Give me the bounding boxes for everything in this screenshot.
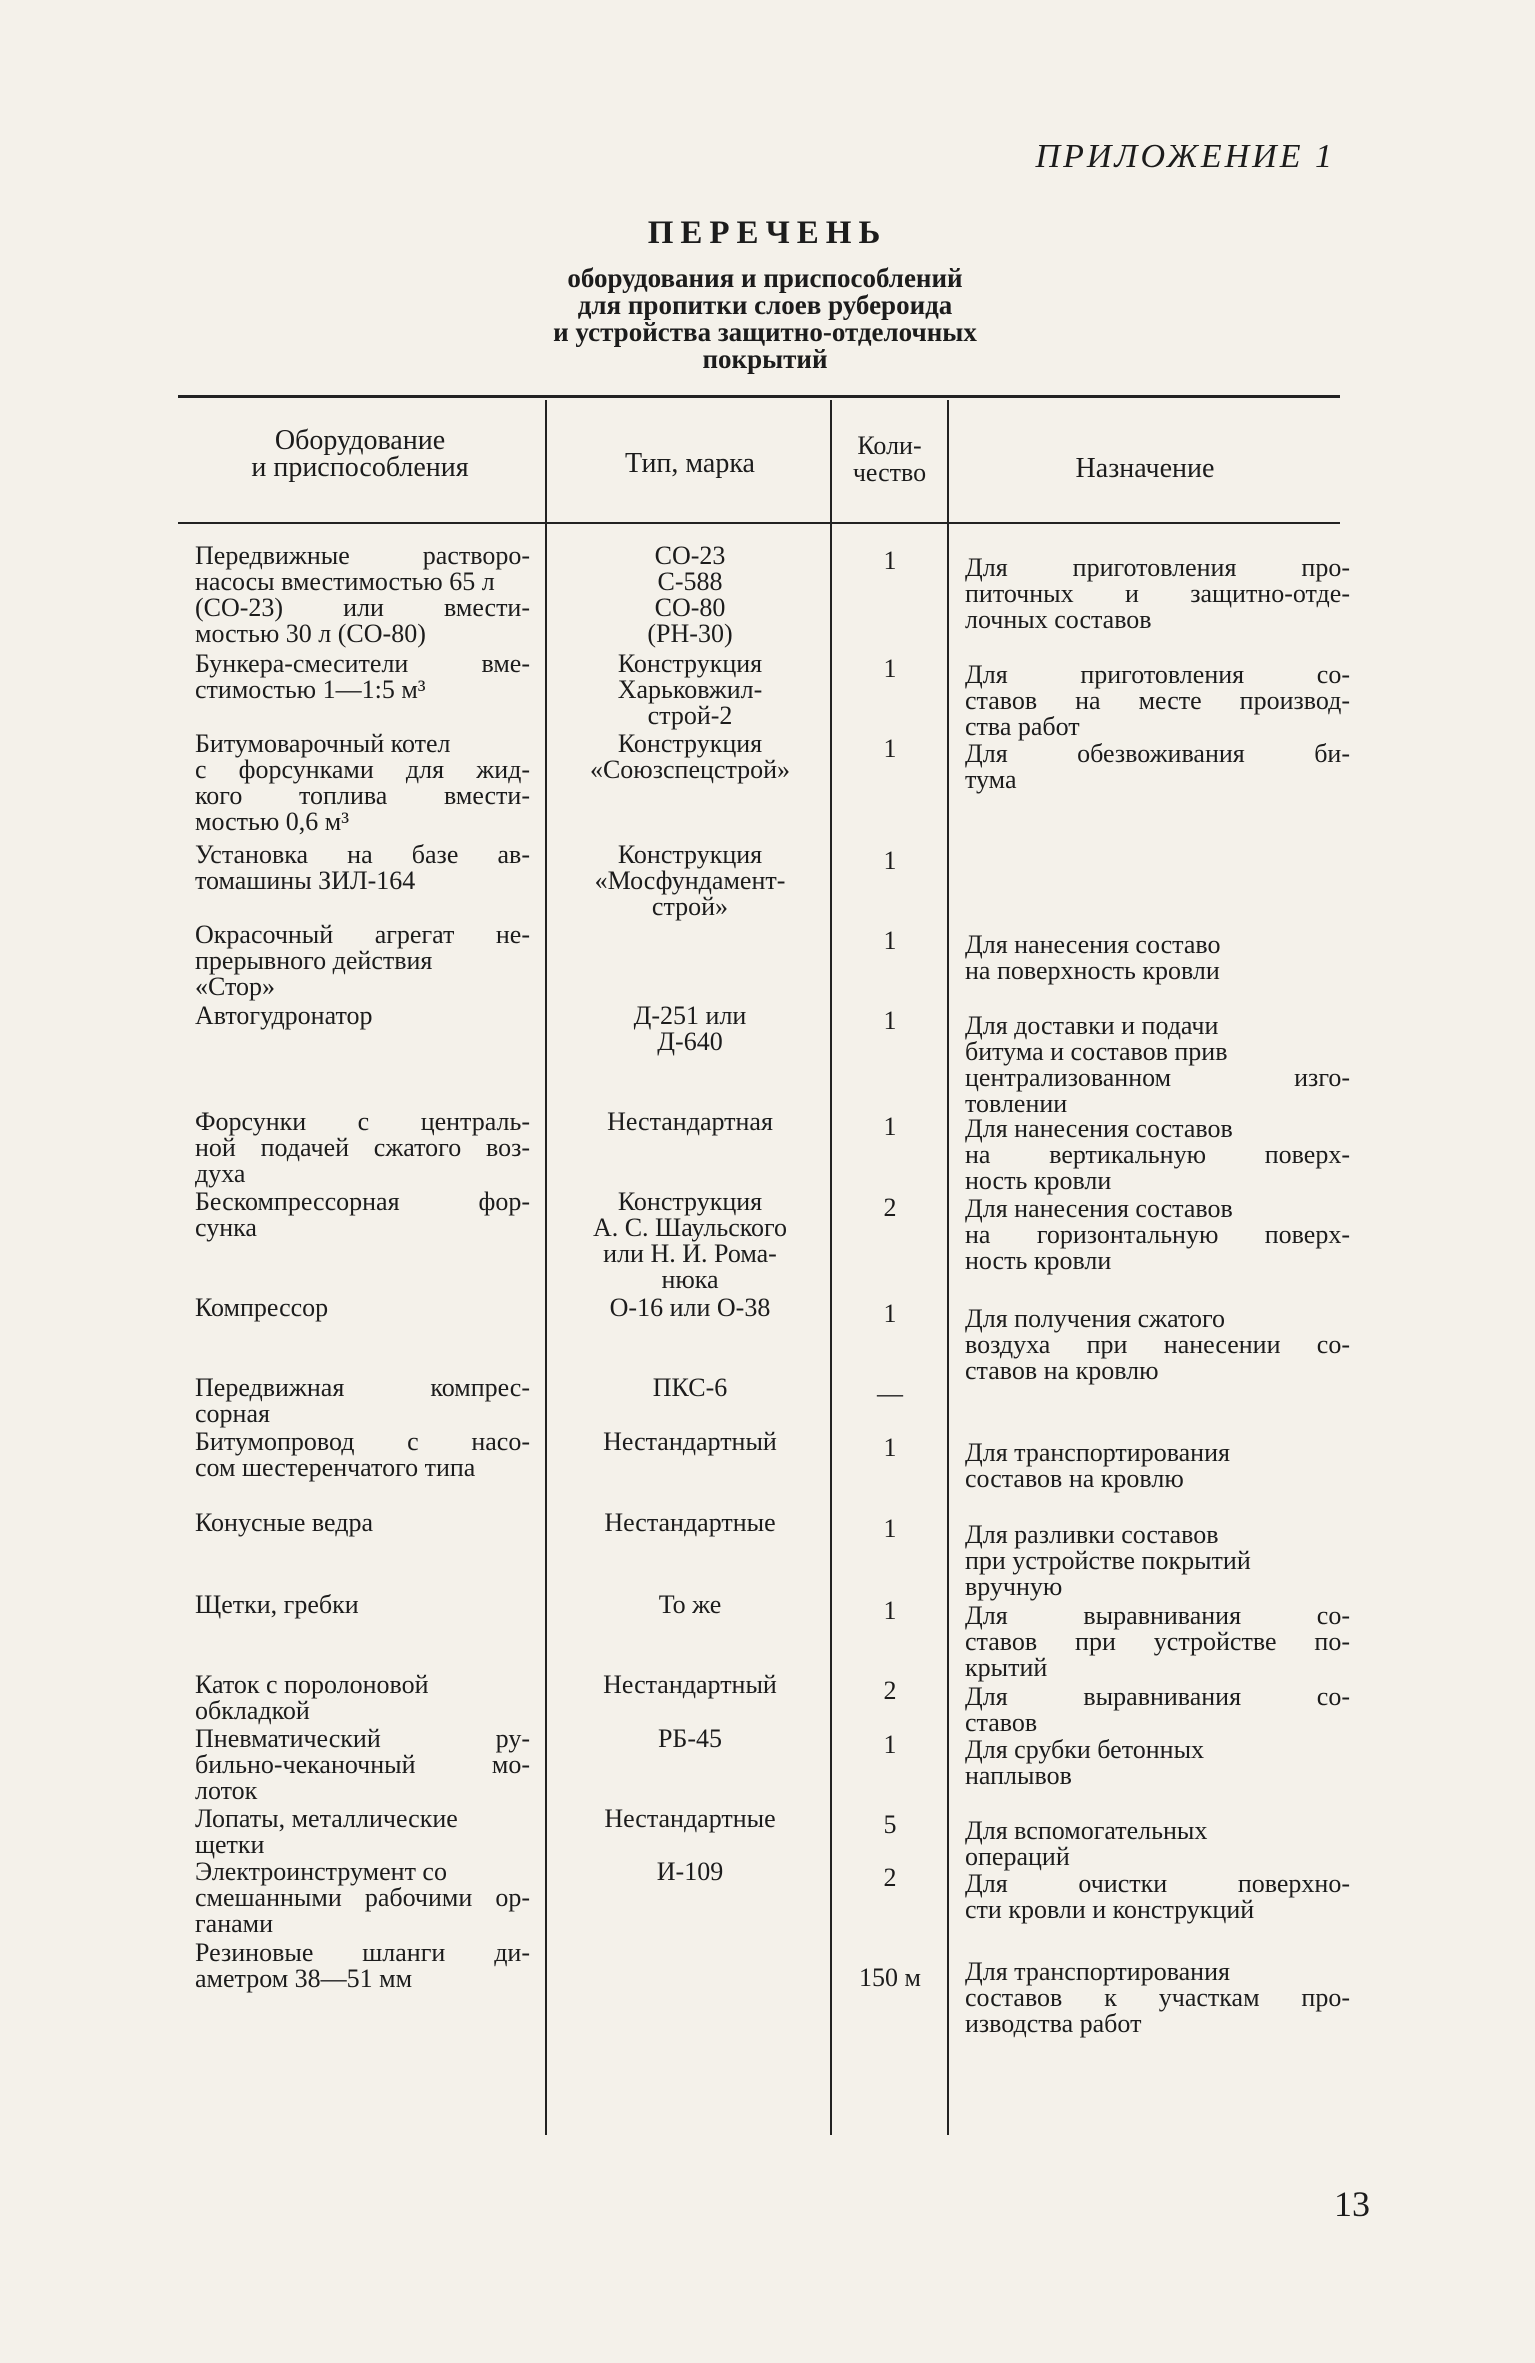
- purpose-cell-line: воздуха при нанесении со-: [965, 1330, 1350, 1359]
- purpose-cell-line: на поверхность кровли: [965, 956, 1220, 985]
- qty-cell: 1: [883, 1730, 897, 1759]
- equipment-cell: [195, 1672, 530, 1724]
- equipment-cell-line: томашины ЗИЛ-164: [195, 866, 416, 895]
- type-cell-line: Конструкция: [617, 840, 763, 869]
- equipment-cell: [195, 1859, 530, 1937]
- equipment-cell-line: «Стор»: [195, 972, 276, 1001]
- purpose-cell: [965, 741, 1350, 793]
- equipment-cell-line: с форсунками для жид-: [195, 755, 530, 784]
- type-cell-line: Д-640: [657, 1027, 723, 1056]
- equipment-cell: [195, 1295, 530, 1321]
- equipment-cell-line: Резиновые шланги ди-: [195, 1938, 530, 1967]
- purpose-cell: [965, 932, 1350, 984]
- qty-cell: 1: [883, 846, 897, 875]
- equipment-cell-line: ной подачей сжатого воз-: [195, 1133, 530, 1162]
- purpose-cell-line: ность кровли: [965, 1166, 1112, 1195]
- type-cell: [550, 1510, 830, 1536]
- qty-cell: 1: [883, 1006, 897, 1035]
- equipment-cell-line: Битумоварочный котел: [195, 729, 451, 758]
- purpose-cell-line: Для нанесения составо: [965, 930, 1221, 959]
- purpose-cell-line: наплывов: [965, 1761, 1072, 1790]
- subtitle-line: и устройства защитно-отделочных: [553, 317, 977, 347]
- type-cell: [550, 1429, 830, 1455]
- header-type: Тип, марка: [625, 448, 755, 479]
- qty-cell: 1: [883, 546, 897, 575]
- purpose-cell-line: Для приготовления со-: [965, 660, 1350, 689]
- equipment-cell: [195, 731, 530, 835]
- equipment-cell-line: Автогудронатор: [195, 1001, 373, 1030]
- equipment-cell-line: (СО-23) или вмести-: [195, 593, 530, 622]
- qty-cell: 2: [883, 1863, 897, 1892]
- equipment-cell-line: насосы вместимостью 65 л: [195, 567, 495, 596]
- qty-cell: 2: [883, 1193, 897, 1222]
- equipment-cell-line: бильно-чеканочный мо-: [195, 1750, 530, 1779]
- appendix-label: ПРИЛОЖЕНИЕ 1: [1035, 138, 1335, 175]
- type-cell-line: И-109: [656, 1857, 724, 1886]
- purpose-cell-line: ства работ: [965, 712, 1080, 741]
- equipment-cell: [195, 1510, 530, 1536]
- column-divider: [830, 400, 832, 2135]
- equipment-cell-line: Лопаты, металлические: [195, 1804, 458, 1833]
- qty-cell: 1: [883, 1596, 897, 1625]
- type-cell: [550, 1672, 830, 1698]
- qty-cell: 1: [883, 1299, 897, 1328]
- column-divider: [947, 400, 949, 2135]
- qty-cell: 1: [883, 926, 897, 955]
- qty-cell: 5: [883, 1810, 897, 1839]
- column-divider: [545, 400, 547, 2135]
- equipment-cell-line: Пневматический ру-: [195, 1724, 530, 1753]
- type-cell-line: Конструкция: [617, 649, 763, 678]
- type-cell: [550, 1375, 830, 1401]
- equipment-cell-line: ганами: [195, 1909, 274, 1938]
- purpose-cell-line: при устройстве покрытий: [965, 1546, 1251, 1575]
- equipment-cell-line: Бескомпрессорная фор-: [195, 1187, 530, 1216]
- purpose-cell-line: лочных составов: [965, 605, 1152, 634]
- type-cell: [550, 1189, 830, 1293]
- purpose-cell: [965, 555, 1350, 633]
- equipment-cell-line: мостью 30 л (СО-80): [195, 619, 426, 648]
- table-header-rule: [178, 522, 1340, 524]
- purpose-cell-line: Для транспортирования: [965, 1438, 1230, 1467]
- purpose-cell-line: составов на кровлю: [965, 1464, 1184, 1493]
- type-cell: [550, 1859, 830, 1885]
- purpose-cell-line: ность кровли: [965, 1246, 1112, 1275]
- type-cell-line: А. С. Шаульского: [592, 1213, 788, 1242]
- type-cell-line: СО-23: [654, 541, 726, 570]
- purpose-cell-line: изводства работ: [965, 2009, 1142, 2038]
- equipment-cell: [195, 922, 530, 1000]
- equipment-cell-line: Электроинструмент со: [195, 1857, 447, 1886]
- purpose-cell-line: Для обезвоживания би-: [965, 739, 1350, 768]
- type-cell-line: Нестандартные: [604, 1804, 776, 1833]
- header-qty-line: Коли-: [857, 431, 922, 460]
- document-title: ПЕРЕЧЕНЬ: [647, 215, 888, 251]
- type-cell-line: или Н. И. Рома-: [603, 1239, 777, 1268]
- equipment-cell: [195, 1592, 530, 1618]
- type-cell: [550, 842, 830, 920]
- purpose-cell: [965, 1522, 1350, 1600]
- equipment-cell-line: Конусные ведра: [195, 1508, 374, 1537]
- equipment-cell-line: Окрасочный агрегат не-: [195, 920, 530, 949]
- type-cell-line: строй»: [651, 892, 729, 921]
- purpose-cell-line: Для срубки бетонных: [965, 1735, 1205, 1764]
- equipment-cell-line: смешанными рабочими ор-: [195, 1883, 530, 1912]
- purpose-cell-line: ставов: [965, 1708, 1038, 1737]
- purpose-cell-line: на вертикальную поверх-: [965, 1140, 1350, 1169]
- type-cell-line: Конструкция: [617, 1187, 763, 1216]
- equipment-cell-line: сорная: [195, 1399, 270, 1428]
- type-cell: [550, 1806, 830, 1832]
- purpose-cell-line: Для разливки составов: [965, 1520, 1219, 1549]
- purpose-cell-line: ставов на месте производ-: [965, 686, 1350, 715]
- qty-cell: 1: [883, 1433, 897, 1462]
- purpose-cell-line: битума и составов прив: [965, 1037, 1228, 1066]
- type-cell-line: Нестандартные: [604, 1508, 776, 1537]
- purpose-cell-line: Для транспортирования: [965, 1957, 1230, 1986]
- purpose-cell-line: товлении: [965, 1089, 1068, 1118]
- type-cell-line: Нестандартный: [603, 1427, 777, 1456]
- type-cell-line: Нестандартный: [603, 1670, 777, 1699]
- purpose-cell: [965, 1818, 1350, 1870]
- document-subtitle: [440, 265, 1090, 373]
- table-top-rule: [178, 395, 1340, 398]
- type-cell-line: О-16 или О-38: [609, 1293, 771, 1322]
- equipment-cell-line: Компрессор: [195, 1293, 329, 1322]
- equipment-cell-line: Передвижная компрес-: [195, 1373, 530, 1402]
- purpose-cell-line: Для нанесения составов: [965, 1114, 1233, 1143]
- purpose-cell: [965, 1603, 1350, 1681]
- equipment-cell: [195, 1429, 530, 1481]
- page-number: 13: [1334, 2184, 1370, 2224]
- type-cell-line: «Мосфундамент-: [594, 866, 786, 895]
- purpose-cell-line: Для приготовления про-: [965, 553, 1350, 582]
- equipment-cell-line: лоток: [195, 1776, 258, 1805]
- purpose-cell: [965, 1013, 1350, 1117]
- purpose-cell-line: Для вспомогательных: [965, 1816, 1208, 1845]
- purpose-cell-line: централизованном изго-: [965, 1063, 1350, 1092]
- purpose-cell-line: Для очистки поверхно-: [965, 1869, 1350, 1898]
- equipment-cell-line: кого топлива вмести-: [195, 781, 530, 810]
- type-cell: [550, 1003, 830, 1055]
- qty-cell: 2: [883, 1676, 897, 1705]
- type-cell-line: То же: [658, 1590, 722, 1619]
- purpose-cell-line: сти кровли и конструкций: [965, 1895, 1255, 1924]
- purpose-cell: [965, 1737, 1350, 1789]
- type-cell-line: (РН-30): [647, 619, 733, 648]
- qty-cell: 1: [883, 1112, 897, 1141]
- type-cell-line: «Союзспецстрой»: [589, 755, 791, 784]
- header-purpose: Назначение: [1075, 453, 1215, 484]
- type-cell: [550, 1726, 830, 1752]
- type-cell-line: С-588: [657, 567, 723, 596]
- purpose-cell-line: питочных и защитно-отде-: [965, 579, 1350, 608]
- purpose-cell-line: вручную: [965, 1572, 1063, 1601]
- purpose-cell-line: крытий: [965, 1653, 1048, 1682]
- purpose-cell: [965, 1440, 1350, 1492]
- qty-cell: 1: [883, 734, 897, 763]
- type-cell: [550, 1295, 830, 1321]
- purpose-cell: [965, 1196, 1350, 1274]
- type-cell: [550, 651, 830, 729]
- header-qty-line: чество: [852, 458, 927, 487]
- equipment-cell-line: Битумопровод с насо-: [195, 1427, 530, 1456]
- type-cell: [550, 1592, 830, 1618]
- equipment-cell-line: Установка на базе ав-: [195, 840, 530, 869]
- subtitle-line: для пропитки слоев рубероида: [577, 290, 953, 320]
- type-cell-line: Конструкция: [617, 729, 763, 758]
- equipment-cell: [195, 1109, 530, 1187]
- equipment-cell: [195, 1375, 530, 1427]
- equipment-cell-line: духа: [195, 1159, 246, 1188]
- qty-cell: 150 м: [859, 1963, 921, 1992]
- purpose-cell: [965, 1684, 1350, 1736]
- purpose-cell-line: ставов на кровлю: [965, 1356, 1159, 1385]
- equipment-cell-line: стимостью 1—1:5 м³: [195, 675, 426, 704]
- type-cell: [550, 543, 830, 647]
- equipment-cell-line: мостью 0,6 м³: [195, 807, 350, 836]
- header-qty: [833, 432, 946, 486]
- purpose-cell-line: Для доставки и подачи: [965, 1011, 1219, 1040]
- purpose-cell-line: операций: [965, 1842, 1070, 1871]
- subtitle-line: покрытий: [702, 344, 828, 374]
- equipment-cell: [195, 543, 530, 647]
- purpose-cell-line: ставов при устройстве по-: [965, 1627, 1350, 1656]
- purpose-cell-line: Для получения сжатого: [965, 1304, 1226, 1333]
- type-cell-line: строй-2: [647, 701, 733, 730]
- equipment-cell-line: Бункера-смесители вме-: [195, 649, 530, 678]
- purpose-cell: [965, 1959, 1350, 2037]
- purpose-cell: [965, 1116, 1350, 1194]
- equipment-cell: [195, 1189, 530, 1241]
- type-cell-line: ПКС-6: [652, 1373, 728, 1402]
- equipment-cell: [195, 1003, 530, 1029]
- equipment-cell: [195, 1726, 530, 1804]
- header-equipment: [180, 427, 540, 481]
- type-cell-line: нюка: [661, 1265, 719, 1294]
- purpose-cell-line: тума: [965, 765, 1017, 794]
- type-cell: [550, 1109, 830, 1135]
- purpose-cell-line: Для выравнивания со-: [965, 1682, 1350, 1711]
- purpose-cell-line: на горизонтальную поверх-: [965, 1220, 1350, 1249]
- subtitle-line: оборудования и приспособлений: [567, 263, 963, 293]
- equipment-cell: [195, 1940, 530, 1992]
- equipment-cell-line: обкладкой: [195, 1696, 310, 1725]
- header-equipment-line: Оборудование: [274, 425, 446, 456]
- purpose-cell-line: Для выравнивания со-: [965, 1601, 1350, 1630]
- purpose-cell-line: Для нанесения составов: [965, 1194, 1233, 1223]
- qty-cell: —: [877, 1379, 903, 1408]
- equipment-cell-line: сунка: [195, 1213, 257, 1242]
- equipment-cell-line: Форсунки с централь-: [195, 1107, 530, 1136]
- header-equipment-line: и приспособления: [251, 452, 469, 483]
- type-cell-line: Д-251 или: [633, 1001, 747, 1030]
- equipment-cell-line: щетки: [195, 1830, 265, 1859]
- purpose-cell: [965, 1306, 1350, 1384]
- equipment-cell-line: Передвижные растворо-: [195, 541, 530, 570]
- qty-cell: 1: [883, 654, 897, 683]
- purpose-cell: [965, 662, 1350, 740]
- equipment-cell-line: сом шестеренчатого типа: [195, 1453, 476, 1482]
- qty-cell: 1: [883, 1514, 897, 1543]
- type-cell-line: Нестандартная: [607, 1107, 773, 1136]
- type-cell-line: Харьковжил-: [617, 675, 763, 704]
- type-cell: [550, 731, 830, 783]
- purpose-cell: [965, 1871, 1350, 1923]
- type-cell-line: СО-80: [654, 593, 726, 622]
- equipment-cell-line: Щетки, гребки: [195, 1590, 359, 1619]
- equipment-cell-line: Каток с поролоновой: [195, 1670, 429, 1699]
- equipment-cell: [195, 1806, 530, 1858]
- equipment-cell: [195, 651, 530, 703]
- equipment-cell-line: аметром 38—51 мм: [195, 1964, 413, 1993]
- purpose-cell-line: составов к участкам про-: [965, 1983, 1350, 2012]
- type-cell-line: РБ-45: [657, 1724, 723, 1753]
- equipment-cell-line: прерывного действия: [195, 946, 433, 975]
- equipment-cell: [195, 842, 530, 894]
